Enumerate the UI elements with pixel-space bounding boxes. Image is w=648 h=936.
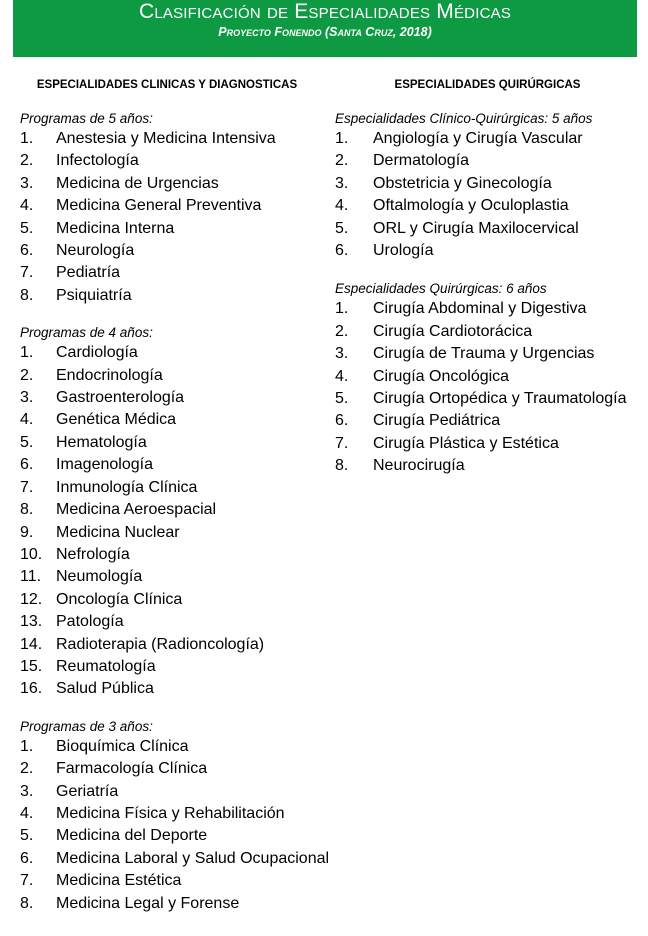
clinical-heading: ESPECIALIDADES CLINICAS Y DIAGNOSTICAS bbox=[36, 79, 298, 91]
item-text: Cirugía Ortopédica y Traumatología bbox=[373, 390, 627, 408]
item-number: 8. bbox=[20, 286, 34, 304]
item-text: Medicina del Deporte bbox=[56, 827, 208, 845]
list-item bbox=[20, 409, 320, 431]
group-label: Programas de 4 años: bbox=[20, 325, 153, 341]
list-item bbox=[335, 455, 648, 477]
list-item bbox=[20, 736, 320, 758]
list-item bbox=[335, 240, 648, 262]
list-item bbox=[20, 611, 320, 633]
item-number: 11. bbox=[20, 568, 42, 586]
item-number: 3. bbox=[335, 345, 349, 363]
list-item bbox=[20, 342, 320, 364]
item-text: Oncología Clínica bbox=[56, 590, 183, 608]
item-number: 3. bbox=[335, 174, 349, 192]
specialty-list bbox=[20, 128, 320, 307]
item-number: 16. bbox=[20, 680, 43, 698]
item-text: Cirugía de Trauma y Urgencias bbox=[373, 345, 595, 363]
group-label: Especialidades Clínico-Quirúrgicas: 5 años bbox=[335, 111, 593, 126]
item-number: 2. bbox=[20, 366, 34, 384]
item-number: 3. bbox=[20, 389, 34, 407]
list-item bbox=[335, 366, 648, 388]
specialty-list bbox=[20, 736, 330, 915]
list-item bbox=[20, 803, 320, 825]
item-number: 6. bbox=[20, 849, 34, 867]
surgical-column bbox=[335, 76, 648, 478]
item-number: 5. bbox=[335, 390, 349, 408]
specialty-list bbox=[335, 298, 648, 477]
item-text: Medicina Laboral y Salud Ocupacional bbox=[56, 849, 330, 867]
list-item bbox=[20, 634, 320, 656]
item-number: 2. bbox=[20, 760, 34, 778]
program-group bbox=[335, 110, 648, 262]
list-item bbox=[20, 589, 320, 611]
list-item bbox=[335, 298, 648, 320]
list-item bbox=[335, 410, 648, 432]
item-text: Genética Médica bbox=[56, 411, 177, 429]
item-text: Medicina Física y Rehabilitación bbox=[56, 804, 285, 822]
item-number: 8. bbox=[335, 457, 349, 475]
item-text: Cirugía Cardiotorácica bbox=[373, 322, 533, 340]
item-number: 7. bbox=[20, 478, 34, 496]
header-banner bbox=[13, 0, 637, 57]
item-text: Medicina Estética bbox=[56, 872, 182, 890]
list-item bbox=[335, 218, 648, 240]
item-number: 7. bbox=[335, 434, 349, 452]
item-text: ORL y Cirugía Maxilocervical bbox=[373, 219, 579, 237]
list-item bbox=[20, 678, 320, 700]
list-item bbox=[20, 128, 320, 150]
item-number: 5. bbox=[20, 219, 34, 237]
item-number: 7. bbox=[20, 872, 34, 890]
program-group bbox=[20, 718, 330, 915]
group-label: Programas de 5 años: bbox=[20, 111, 153, 126]
item-number: 2. bbox=[20, 152, 34, 170]
item-text: Geriatría bbox=[56, 782, 119, 800]
item-number: 13. bbox=[20, 613, 43, 631]
list-item bbox=[20, 173, 320, 195]
item-text: Medicina Nuclear bbox=[56, 523, 180, 541]
item-number: 9. bbox=[20, 523, 34, 541]
item-number: 12. bbox=[20, 590, 43, 608]
program-group bbox=[335, 280, 648, 477]
item-number: 1. bbox=[20, 737, 34, 755]
item-number: 1. bbox=[20, 344, 34, 362]
group-label: Especialidades Quirúrgicas: 6 años bbox=[335, 281, 547, 297]
list-item bbox=[335, 321, 648, 343]
item-text: Cirugía Abdominal y Digestiva bbox=[373, 300, 587, 318]
surgical-heading: ESPECIALIDADES QUIRÚRGICAS bbox=[394, 79, 581, 91]
item-number: 4. bbox=[20, 804, 34, 822]
program-group bbox=[20, 110, 320, 307]
item-number: 4. bbox=[335, 197, 349, 215]
item-text: Obstetricia y Ginecología bbox=[373, 174, 552, 192]
item-text: Oftalmología y Oculoplastia bbox=[373, 197, 569, 215]
list-item bbox=[20, 240, 320, 262]
list-item bbox=[20, 781, 320, 803]
list-item bbox=[20, 387, 320, 409]
item-number: 3. bbox=[20, 174, 34, 192]
list-item bbox=[20, 285, 320, 307]
list-item bbox=[20, 454, 320, 476]
item-text: Neurocirugía bbox=[373, 457, 465, 475]
item-text: Psiquiatría bbox=[56, 286, 132, 304]
item-number: 5. bbox=[335, 219, 349, 237]
item-number: 10. bbox=[20, 545, 43, 563]
item-number: 8. bbox=[20, 501, 34, 519]
list-item bbox=[335, 195, 648, 217]
item-text: Dermatología bbox=[373, 152, 470, 170]
list-item bbox=[335, 150, 648, 172]
item-text: Neurología bbox=[56, 242, 135, 260]
item-text: Imagenología bbox=[56, 456, 153, 474]
item-text: Neumología bbox=[56, 568, 143, 586]
item-number: 3. bbox=[20, 782, 34, 800]
item-number: 8. bbox=[20, 894, 34, 912]
list-item bbox=[20, 150, 320, 172]
item-number: 14. bbox=[20, 635, 43, 653]
item-text: Radioterapia (Radioncología) bbox=[56, 635, 265, 653]
list-item bbox=[335, 343, 648, 365]
list-item bbox=[20, 758, 320, 780]
item-text: Medicina Aeroespacial bbox=[56, 501, 217, 519]
program-group bbox=[20, 324, 320, 701]
item-text: Anestesia y Medicina Intensiva bbox=[56, 130, 276, 147]
item-text: Farmacología Clínica bbox=[56, 760, 208, 778]
item-number: 2. bbox=[335, 152, 349, 170]
list-item bbox=[20, 499, 320, 521]
list-item bbox=[20, 825, 320, 847]
list-item bbox=[335, 433, 648, 455]
list-item bbox=[20, 893, 320, 915]
list-item bbox=[335, 173, 648, 195]
list-item bbox=[20, 656, 320, 678]
item-number: 15. bbox=[20, 657, 43, 675]
item-text: Angiología y Cirugía Vascular bbox=[373, 130, 583, 147]
item-text: Nefrología bbox=[56, 545, 130, 563]
list-item bbox=[20, 522, 320, 544]
item-text: Medicina Legal y Forense bbox=[56, 894, 240, 912]
list-item bbox=[335, 128, 648, 150]
item-text: Medicina General Preventiva bbox=[56, 197, 262, 215]
item-text: Cirugía Pediátrica bbox=[373, 412, 501, 430]
item-text: Endocrinología bbox=[56, 366, 163, 384]
item-text: Cirugía Plástica y Estética bbox=[373, 434, 559, 452]
list-item bbox=[20, 195, 320, 217]
item-text: Hematología bbox=[56, 433, 147, 451]
item-text: Infectología bbox=[56, 152, 139, 170]
list-item bbox=[20, 870, 320, 892]
item-number: 1. bbox=[335, 300, 349, 318]
item-number: 6. bbox=[20, 242, 34, 260]
list-item bbox=[20, 544, 320, 566]
item-text: Inmunología Clínica bbox=[56, 478, 198, 496]
item-text: Cirugía Oncológica bbox=[373, 367, 510, 385]
list-item bbox=[20, 262, 320, 284]
item-text: Urología bbox=[373, 242, 434, 260]
item-number: 7. bbox=[20, 264, 34, 282]
item-number: 4. bbox=[20, 411, 34, 429]
item-text: Medicina de Urgencias bbox=[56, 174, 219, 192]
item-number: 4. bbox=[335, 367, 349, 385]
item-text: Salud Pública bbox=[56, 680, 154, 698]
specialty-list bbox=[335, 128, 648, 262]
clinical-column bbox=[20, 76, 330, 915]
item-number: 1. bbox=[335, 130, 349, 147]
item-text: Reumatología bbox=[56, 657, 156, 675]
group-label: Programas de 3 años: bbox=[20, 718, 153, 734]
item-text: Cardiología bbox=[56, 344, 138, 362]
list-item bbox=[335, 388, 648, 410]
item-text: Gastroenterología bbox=[56, 389, 185, 407]
list-item bbox=[20, 566, 320, 588]
item-text: Patología bbox=[56, 613, 124, 631]
list-item bbox=[20, 432, 320, 454]
item-number: 6. bbox=[20, 456, 34, 474]
item-text: Pediatría bbox=[56, 264, 121, 282]
item-text: Bioquímica Clínica bbox=[56, 737, 189, 755]
list-item bbox=[20, 477, 320, 499]
item-text: Medicina Interna bbox=[56, 219, 175, 237]
page-title: Clasificación de Especialidades Médicas bbox=[138, 0, 512, 23]
item-number: 4. bbox=[20, 197, 34, 215]
item-number: 1. bbox=[20, 130, 34, 147]
page-subtitle: Proyecto Fonendo (Santa Cruz, 2018) bbox=[218, 25, 432, 39]
list-item bbox=[20, 365, 320, 387]
item-number: 5. bbox=[20, 433, 34, 451]
surgical-groups bbox=[335, 110, 648, 478]
specialty-list bbox=[20, 342, 320, 701]
item-number: 5. bbox=[20, 827, 34, 845]
list-item bbox=[20, 218, 320, 240]
clinical-groups bbox=[20, 110, 330, 915]
list-item bbox=[20, 848, 330, 870]
item-number: 6. bbox=[335, 242, 349, 260]
item-number: 6. bbox=[335, 412, 349, 430]
item-number: 2. bbox=[335, 322, 349, 340]
